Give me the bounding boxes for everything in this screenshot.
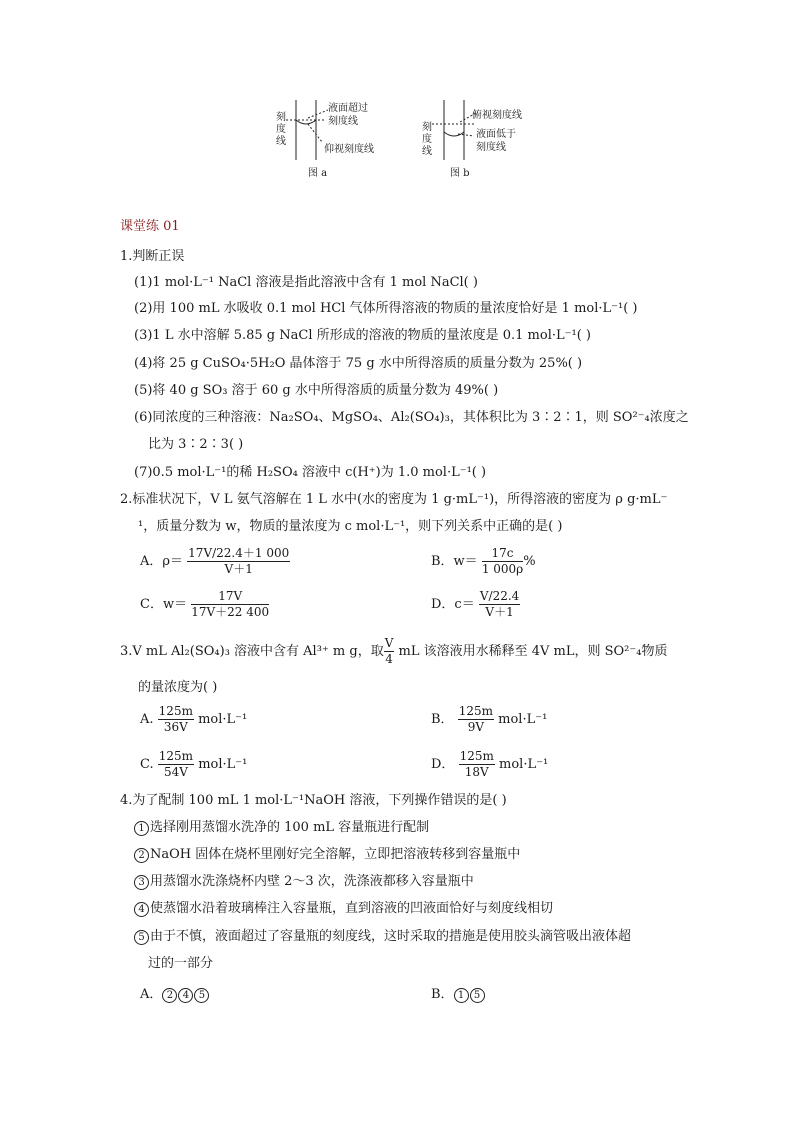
q2-option-d[interactable] [431, 589, 520, 620]
scale-line-label: 刻 度 线 [276, 112, 286, 147]
q2-stem-cont: ¹，质量分数为 w，物质的量浓度为 c mol·L⁻¹，则下列关系中正确的是( ) [138, 519, 563, 534]
q3-stem-a: 3.V mL Al₂(SO₄)₃ 溶液中含有 Al³⁺ m g，取 [120, 644, 384, 659]
figure-a-caption: 图 a [308, 168, 328, 179]
q3-stem-cont: 的量浓度为( ) [138, 680, 218, 695]
option-label: B． [431, 712, 454, 727]
circled-number: 5 [194, 988, 209, 1003]
option-label: D．c＝ [431, 597, 475, 612]
figure-a [272, 98, 392, 178]
q1-item: (2)用 100 mL 水吸收 0.1 mol HCl 气体所得溶液的物质的量浓度恰好是 1 mol·L⁻¹( ) [134, 301, 638, 316]
step-text: 使蒸馏水沿着玻璃棒注入容量瓶，直到溶液的凹液面恰好与刻度线相切 [150, 901, 554, 916]
q1-title: 1.判断正误 [120, 249, 185, 264]
q1-item: (4)将 25 g CuSO₄·5H₂O 晶体溶于 75 g 水中所得溶质的质量分数为 25%( ) [134, 356, 583, 371]
option-label: C. [140, 757, 154, 772]
q2-option-c[interactable] [140, 589, 269, 620]
q2-option-b[interactable] [431, 546, 536, 577]
q2-option-a[interactable] [140, 546, 290, 577]
circled-number: 3 [134, 875, 149, 890]
look-up-label: 仰视刻度线 [324, 144, 374, 155]
circled-number: 5 [134, 930, 149, 945]
circled-number: 1 [454, 988, 469, 1003]
fraction: $\frac{17V}{17V+22 400}$ [191, 589, 270, 619]
fraction: $\frac{V}{4}$ [384, 636, 394, 666]
circled-number: 2 [162, 988, 177, 1003]
circled-number: 1 [134, 821, 149, 836]
q3-option-d[interactable] [431, 749, 548, 780]
q3-stem-b: mL 该溶液用水稀释至 4V mL，则 SO²⁻₄物质 [394, 644, 668, 659]
circled-number: 4 [178, 988, 193, 1003]
unit: mol·L⁻¹ [498, 712, 548, 727]
q1-item: (6)同浓度的三种溶液：Na₂SO₄、MgSO₄、Al₂(SO₄)₃，其体积比为 3∶2∶1，则 SO²⁻₄浓度之 [134, 410, 689, 425]
option-label: B．w＝ [431, 554, 478, 569]
step-text: NaOH 固体在烧杯里刚好完全溶解，立即把溶液转移到容量瓶中 [150, 847, 521, 862]
option-label: A． [140, 987, 163, 1002]
q4-option-a[interactable] [140, 983, 210, 1003]
fraction: $\frac{125m}{36V}$ [158, 704, 193, 734]
q1-item: (5)将 40 g SO₃ 溶于 60 g 水中所得溶质的质量分数为 49%( ) [134, 383, 499, 398]
unit: mol·L⁻¹ [198, 712, 248, 727]
q1-item-cont: 比为 3∶2∶3( ) [148, 437, 244, 452]
q3-option-b[interactable] [431, 704, 547, 735]
option-label: D． [431, 757, 455, 772]
option-label: B． [431, 987, 454, 1002]
q3-stem [120, 636, 667, 667]
figure-b [420, 98, 540, 178]
liquid-under-label: 液面低于 刻度线 [476, 129, 516, 153]
q4-step [134, 900, 553, 918]
liquid-over-label: 液面超过 刻度线 [328, 103, 368, 127]
q3-option-c[interactable] [140, 749, 247, 780]
unit: mol·L⁻¹ [499, 757, 549, 772]
percent-sign: % [523, 554, 536, 569]
fraction: $\frac{17c}{1 000\rho}$ [481, 546, 524, 576]
q4-step [134, 819, 429, 837]
step-text: 用蒸馏水洗涤烧杯内壁 2～3 次，洗涤液都移入容量瓶中 [150, 874, 474, 889]
circled-number: 5 [470, 988, 485, 1003]
look-down-label: 俯视刻度线 [472, 110, 522, 121]
q3-option-a[interactable] [140, 704, 247, 735]
q1-item: (7)0.5 mol·L⁻¹的稀 H₂SO₄ 溶液中 c(H⁺)为 1.0 mol·L⁻¹( ) [134, 465, 487, 480]
q4-option-b[interactable] [431, 983, 486, 1003]
circled-number: 2 [134, 848, 149, 863]
fraction: $\frac{125m}{9V}$ [458, 704, 493, 734]
figure-b-caption: 图 b [450, 168, 470, 179]
q4-step [134, 928, 631, 946]
option-label: A. [140, 712, 154, 727]
q1-item: (3)1 L 水中溶解 5.85 g NaCl 所形成的溶液的物质的量浓度是 0.1 mol·L⁻¹( ) [134, 328, 591, 343]
scale-line-label: 刻 度 线 [422, 122, 432, 157]
q4-stem: 4.为了配制 100 mL 1 mol·L⁻¹NaOH 溶液，下列操作错误的是( ) [120, 793, 507, 808]
fraction: $\frac{V/22.4}{V+1}$ [479, 589, 520, 619]
q4-step [134, 846, 520, 864]
section-title: 课堂练 01 [120, 219, 180, 234]
circled-number: 4 [134, 902, 149, 917]
option-label: C．w＝ [140, 597, 188, 612]
fraction: $\frac{125m}{18V}$ [459, 749, 494, 779]
q1-item: (1)1 mol·L⁻¹ NaCl 溶液是指此溶液中含有 1 mol NaCl( ) [134, 275, 478, 290]
fraction: $\frac{17V/22.4+1 000}{V+1}$ [188, 546, 290, 576]
q4-step [134, 873, 474, 891]
q2-stem: 2.标准状况下，V L 氨气溶解在 1 L 水中(水的密度为 1 g·mL⁻¹)，所得溶液的密度为 ρ g·mL⁻ [120, 492, 668, 507]
step-text: 选择刚用蒸馏水洗净的 100 mL 容量瓶进行配制 [150, 820, 430, 835]
step-text: 由于不慎，液面超过了容量瓶的刻度线，这时采取的措施是使用胶头滴管吸出液体超 [150, 929, 632, 944]
fraction: $\frac{125m}{54V}$ [158, 749, 194, 779]
option-label: A．ρ＝ [140, 554, 184, 569]
q4-step-cont: 过的一部分 [148, 956, 214, 971]
unit: mol·L⁻¹ [198, 757, 248, 772]
